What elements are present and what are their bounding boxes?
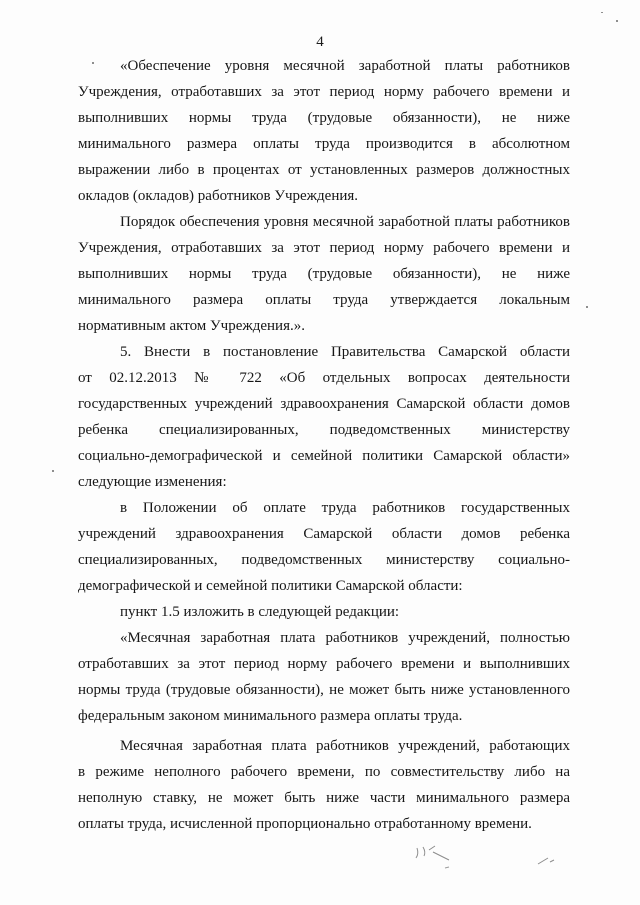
text-line: неполную ставку, не может быть ниже части минимального размера [78, 790, 570, 806]
text-line: пункт 1.5 изложить в следующей редакции: [120, 604, 400, 620]
text-line: учреждений здравоохранения Самарской области домов ребенка [78, 526, 570, 542]
text-line: «Обеспечение уровня месячной заработной платы работников [120, 58, 570, 74]
scan-speck [601, 12, 603, 13]
text-line: выражении либо в процентах от установленных размеров должностных [78, 162, 570, 178]
text-line: федеральным законом минимального размера оплаты труда. [78, 708, 463, 724]
text-line: выполнивших нормы труда (трудовые обязанности), не ниже [78, 110, 570, 126]
handwritten-mark-icon [405, 838, 475, 878]
scan-speck [586, 306, 588, 308]
scan-speck [92, 62, 94, 64]
text-line: окладов (окладов) работников Учреждения. [78, 188, 359, 204]
text-line: Месячная заработная плата работников учреждений, работающих [120, 738, 570, 754]
text-line: социально-демографической и семейной политики Самарской области» [78, 448, 570, 464]
text-line: специализированных, подведомственных министерству социально- [78, 552, 570, 568]
text-line: минимального размера оплаты труда производится в абсолютном [78, 136, 570, 152]
scan-speck [52, 470, 54, 472]
text-line: Порядок обеспечения уровня месячной заработной платы работников [120, 214, 570, 230]
text-line: демографической и семейной политики Самарской области: [78, 578, 463, 594]
text-line: минимального размера оплаты труда утверждается локальным [78, 292, 570, 308]
text-line: «Месячная заработная плата работников учреждений, полностью [120, 630, 570, 646]
text-line: в Положении об оплате труда работников государственных [120, 500, 570, 516]
text-line: Учреждения, отработавших за этот период норму рабочего времени и [78, 240, 570, 256]
margin-mark-icon [532, 852, 562, 872]
text-line: нормативным актом Учреждения.». [78, 318, 305, 334]
text-line: 5. Внести в постановление Правительства Самарской области [120, 344, 570, 360]
page-number: 4 [316, 34, 324, 50]
text-line: оплаты труда, исчисленной пропорционально отработанному времени. [78, 816, 532, 832]
text-line: выполнивших нормы труда (трудовые обязанности), не ниже [78, 266, 570, 282]
scan-speck [616, 20, 618, 22]
text-line: Учреждения, отработавших за этот период норму рабочего времени и [78, 84, 570, 100]
text-line: от 02.12.2013 № 722 «Об отдельных вопросах деятельности [78, 370, 570, 386]
text-line: в режиме неполного рабочего времени, по совместительству либо на [78, 764, 570, 780]
text-line: следующие изменения: [78, 474, 227, 490]
text-line: государственных учреждений здравоохранения Самарской области домов [78, 396, 570, 412]
text-line: ребенка специализированных, подведомственных министерству [78, 422, 570, 438]
text-line: нормы труда (трудовые обязанности), не может быть ниже установленного [78, 682, 570, 698]
text-line: отработавших за этот период норму рабочего времени и выполнивших [78, 656, 570, 672]
